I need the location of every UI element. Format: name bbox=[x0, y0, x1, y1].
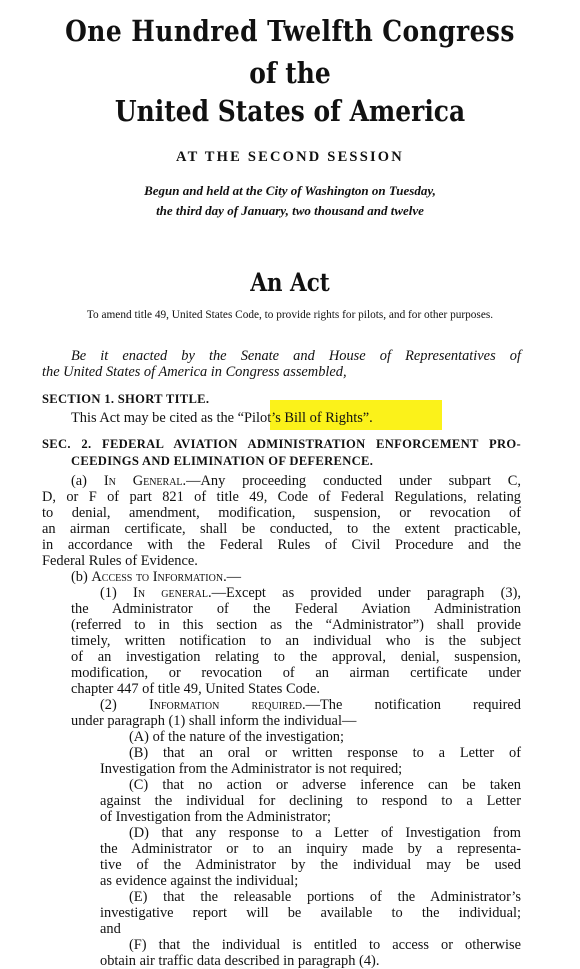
body-line: (b) Access to Information.— bbox=[71, 569, 242, 585]
body-line: Investigation from the Administrator is not required; bbox=[100, 761, 403, 777]
section-2-heading: SEC. 2. FEDERAL AVIATION ADMINISTRATION ENFORCEMENT PRO- bbox=[42, 437, 521, 451]
body-line: (a) In General.—Any proceeding conducted under subpart C, bbox=[71, 473, 521, 489]
body-line: the Administrator or to an inquiry made by a representa- bbox=[100, 841, 521, 857]
congress-title-line: One Hundred Twelfth Congress bbox=[65, 14, 515, 48]
body-line: as evidence against the individual; bbox=[100, 873, 299, 889]
body-line: (A) of the nature of the investigation; bbox=[129, 729, 344, 745]
body-line: chapter 447 of title 49, United States Code. bbox=[71, 681, 320, 697]
body-line: (C) that no action or adverse inference can be taken bbox=[129, 777, 521, 793]
body-line: (1) In general.—Except as provided under paragraph (3), bbox=[100, 585, 521, 601]
body-line: in accordance with the Federal Rules of Civil Procedure and the bbox=[42, 537, 521, 553]
body-line: (B) that an oral or written response to a Letter of bbox=[129, 745, 521, 761]
body-line: D, or F of part 821 of title 49, Code of Federal Regulations, relating bbox=[42, 489, 521, 505]
body-line: (2) Information required.—The notification required bbox=[100, 697, 521, 713]
body-line: obtain air traffic data described in paragraph (4). bbox=[100, 953, 380, 969]
body-line: under paragraph (1) shall inform the individual— bbox=[71, 713, 357, 729]
body-line: (D) that any response to a Letter of Investigation from bbox=[129, 825, 521, 841]
country-title-line: United States of America bbox=[114, 94, 466, 128]
short-title-highlighted: “Pilot’s Bill of Rights”. bbox=[237, 410, 373, 426]
body-line: (E) that the releasable portions of the Administrator’s bbox=[129, 889, 521, 905]
body-line: Federal Rules of Evidence. bbox=[42, 553, 198, 569]
enacting-clause-line: Be it enacted by the Senate and House of Representatives of bbox=[71, 348, 521, 364]
body-line: an airman certificate, shall be conducted, to the extent practicable, bbox=[42, 521, 521, 537]
begun-statement-line: Begun and held at the City of Washington on Tuesday, bbox=[144, 183, 436, 198]
body-line: timely, written notification to an individual who is the subject bbox=[71, 633, 521, 649]
body-line: of an investigation relating to the approval, denial, suspension, bbox=[71, 649, 521, 665]
act-purpose: To amend title 49, United States Code, to provide rights for pilots, and for other purposes. bbox=[86, 309, 494, 321]
session-heading: AT THE SECOND SESSION bbox=[176, 149, 404, 165]
section-1-text bbox=[71, 410, 373, 426]
section-2-heading: CEEDINGS AND ELIMINATION OF DEFERENCE. bbox=[71, 454, 374, 468]
body-line: the Administrator of the Federal Aviation Administration bbox=[71, 601, 521, 617]
congress-of-the-line: of the bbox=[249, 56, 331, 90]
body-line: against the individual for declining to respond to a Letter bbox=[100, 793, 521, 809]
body-line: investigative report will be available to the individual; bbox=[100, 905, 521, 921]
body-line: (F) that the individual is entitled to access or otherwise bbox=[129, 937, 521, 953]
body-line: modification, or revocation of an airman certificate under bbox=[71, 665, 521, 681]
body-line: to denial, amendment, modification, suspension, or revocation of bbox=[42, 505, 521, 521]
begun-date-line: the third day of January, two thousand and twelve bbox=[156, 203, 424, 218]
body-line: tive of the Administrator by the individual may be used bbox=[100, 857, 521, 873]
enacting-clause-line: the United States of America in Congress assembled, bbox=[42, 364, 347, 380]
act-title: An Act bbox=[250, 268, 330, 297]
body-line-heading: In General bbox=[103, 473, 183, 489]
body-line: of Investigation from the Administrator; bbox=[100, 809, 332, 825]
short-title-intro: This Act may be cited as the bbox=[71, 410, 238, 426]
section-1-heading: SECTION 1. SHORT TITLE. bbox=[42, 392, 210, 406]
body-line: (referred to in this section as the “Administrator”) shall provide bbox=[71, 617, 521, 633]
body-line: and bbox=[100, 921, 121, 937]
body-line-heading: In general bbox=[133, 585, 208, 601]
body-line-heading: Access to Information bbox=[91, 569, 224, 585]
body-line-heading: Information required bbox=[148, 697, 303, 713]
